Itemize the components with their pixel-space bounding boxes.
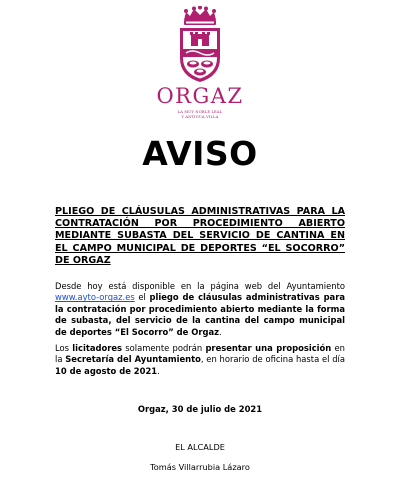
subject-line: DE ORGAZ [55,254,111,266]
paragraph-text: solamente podrán [122,343,206,353]
notice-subject [55,206,345,267]
subject-line: PLIEGO DE CLÁUSULAS ADMINISTRATIVAS PARA LA [55,206,345,217]
place-and-date: Orgaz, 30 de julio de 2021 [137,404,263,414]
paragraph-bold-text: licitadores [72,343,123,353]
signer-title: EL ALCALDE [175,442,225,452]
notice-title: AVISO [142,134,258,173]
paragraph-bold-text: 10 de agosto de 2021 [55,365,158,376]
paragraph-text: Los [55,343,73,353]
paragraph-intro: Desde hoy está disponible en la página web del Ayuntamiento [55,281,345,291]
subject-line: EL CAMPO MUNICIPAL DE DEPORTES “EL SOCORRO” [55,242,345,254]
paragraph-bold-text: Secretaría del Ayuntamiento [65,354,201,365]
subject-line: MEDIANTE SUBASTA DEL SERVICIO DE CANTINA EN [55,230,345,242]
motto-line-2: Y ANTIGUA VILLA [181,115,219,119]
paragraph-text: , en horario de oficina hasta el día [200,354,346,365]
website-link[interactable]: www.ayto-orgaz.es [55,292,135,303]
orgaz-coat-of-arms-icon [172,6,228,84]
motto-line-1: LA MUY NOBLE LEAL [177,110,223,114]
paragraph-bold-text: presentar una proposición [205,343,332,353]
signer-name: Tomás Villarrubia Lázaro [150,462,250,472]
subject-line: CONTRATACIÓN POR PROCEDIMIENTO ABIERTO [55,218,345,230]
paragraph-text: . [157,365,160,376]
bidders-paragraph [55,343,345,377]
paragraph-text: en la [55,343,345,365]
paragraph-end: . [219,326,222,337]
paragraph-bold-text: pliego de cláusulas administrativas para la contratación por procedimiento abierto mediante la forma de subasta, del servicio de la cantina del campo municipal de deportes “El Socorro” de Orgaz [55,292,345,337]
town-name: ORGAZ [156,84,244,108]
availability-paragraph [55,281,345,338]
paragraph-connector: el [134,292,150,303]
